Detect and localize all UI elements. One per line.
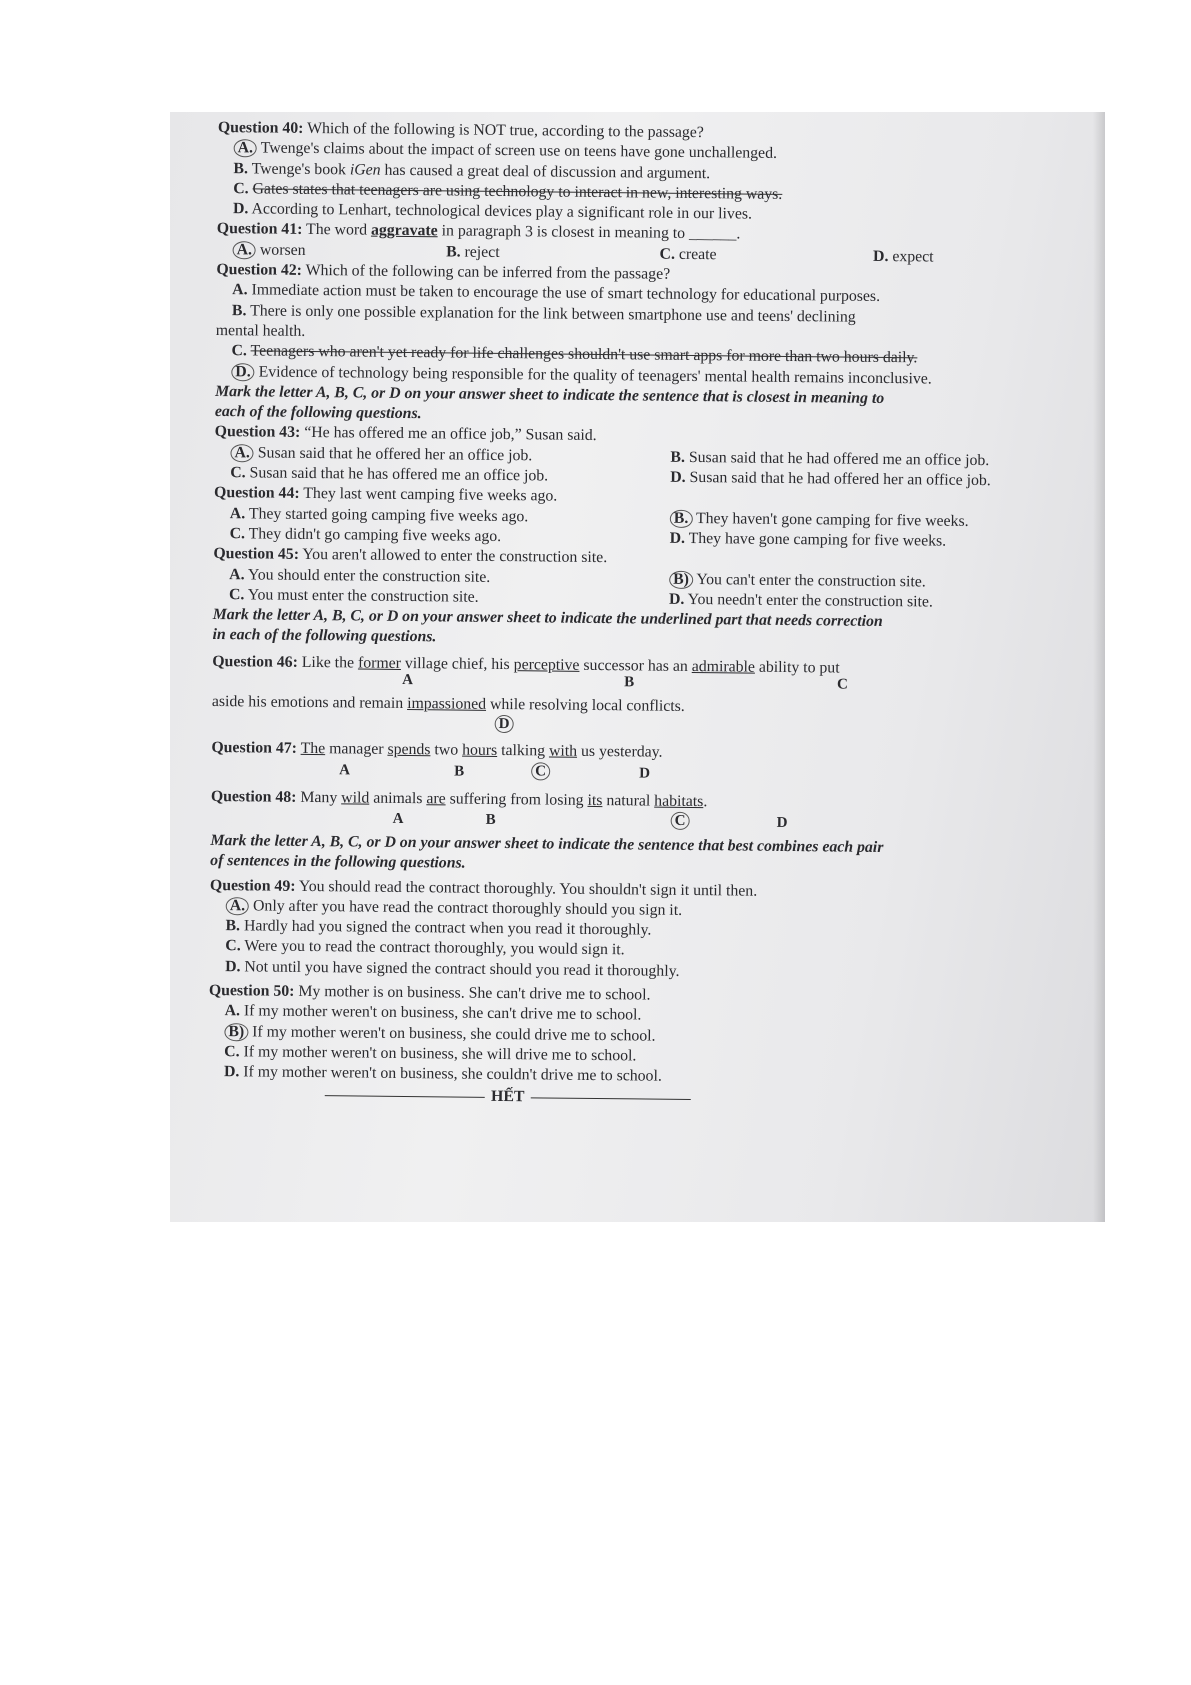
- q48-label-d: D: [776, 814, 788, 831]
- end-dash-right: [530, 1098, 690, 1101]
- q49-option-a: A. Only after you have read the contract thoroughly should you sign it.: [210, 896, 1080, 925]
- q42-option-c: C. Teenagers who aren't yet ready for life challenges shouldn't use smart apps for more than two hours daily.: [231, 342, 918, 367]
- question-46: Question 46: Like the former village chief, his perceptive successor has an admirable ability to put: [212, 652, 840, 677]
- question-49: Question 49: You should read the contract thoroughly. You shouldn't sign it until then.: [209, 876, 758, 900]
- q46-label-d: D: [495, 715, 514, 733]
- question-44: Question 44: They last went camping five weeks ago.: [213, 484, 558, 505]
- q41-option-d: D. expect: [873, 247, 934, 266]
- q44-option-d: D. They have gone camping for five weeks.: [669, 529, 947, 550]
- instruction-3-line-2: of sentences in the following questions.: [210, 852, 466, 872]
- q41-option-a: A. worsen: [233, 240, 447, 263]
- q46-line-2: aside his emotions and remain impassioned while resolving local conflicts.: [211, 692, 685, 715]
- q44-option-b: B. They haven't gone camping for five weeks.: [670, 508, 969, 531]
- q42-option-d: D. Evidence of technology being responsible for the quality of teenagers' mental health remains inconclusive.: [215, 362, 1085, 391]
- q44-option-c: C. They didn't go camping five weeks ago.: [229, 525, 502, 545]
- q45-option-a: A. You should enter the construction site.: [229, 565, 491, 586]
- exam-page-photo: [170, 112, 1105, 1222]
- instruction-1-line-1: Mark the letter A, B, C, or D on your answer sheet to indicate the sentence that is closest in meaning to: [215, 382, 885, 407]
- q46-label-b: B: [624, 674, 635, 691]
- q42-option-b-cont: mental health.: [215, 321, 306, 340]
- instruction-2-line-2: in each of the following questions.: [212, 626, 437, 646]
- q42-option-b: B. There is only one possible explanation for the link between smartphone use and teens' declining: [231, 301, 856, 326]
- q43-option-a: A. Susan said that he offered her an office job.: [230, 443, 670, 468]
- q40-option-a: A. Twenge's claims about the impact of screen use on teens have gone unchallenged.: [218, 138, 1088, 167]
- q47-label-d: D: [639, 765, 651, 782]
- photo-shadow-edge: [1093, 112, 1105, 1222]
- q45-option-d: D. You needn't enter the construction site.: [668, 590, 933, 611]
- q41-option-c: C. create: [659, 245, 717, 264]
- q50-option-d: D. If my mother weren't on business, she couldn't drive me to school.: [223, 1063, 662, 1085]
- q45-option-c: C. You must enter the construction site.: [228, 585, 479, 606]
- q46-label-a: A: [402, 671, 414, 689]
- q48-label-c: C: [671, 812, 690, 830]
- question-41: Question 41: The word aggravate in paragraph 3 is closest in meaning to ______.: [216, 220, 741, 243]
- q50-option-b: B) If my mother weren't on business, she could drive me to school.: [208, 1022, 1078, 1051]
- q49-option-b: B. Hardly had you signed the contract when you read it thoroughly.: [225, 917, 652, 939]
- q47-label-b: B: [454, 763, 465, 780]
- question-40: Question 40: Which of the following is NOT true, according to the passage?: [217, 118, 704, 142]
- q50-option-a: A. If my mother weren't on business, she can't drive me to school.: [224, 1002, 642, 1024]
- q50-option-c: C. If my mother weren't on business, she will drive me to school.: [224, 1042, 637, 1065]
- end-dash-left: [325, 1096, 485, 1099]
- question-48: Question 48: Many wild animals are suffering from losing its natural habitats.: [210, 787, 708, 810]
- q47-label-c: C: [531, 762, 550, 780]
- q46-label-c: C: [837, 676, 849, 693]
- q40-option-b: B. Twenge's book iGen has caused a great deal of discussion and argument.: [233, 159, 711, 182]
- end-marker: HẾT: [208, 1082, 808, 1111]
- question-45: Question 45: You aren't allowed to enter the construction site.: [213, 545, 608, 567]
- q41-option-b: B. reject: [446, 243, 500, 261]
- q44-option-a: A. They started going camping five weeks ago.: [229, 504, 529, 525]
- question-47: Question 47: The manager spends two hours talking with us yesterday.: [211, 739, 663, 762]
- q45-option-b: B) You can't enter the construction site.: [669, 569, 926, 592]
- instruction-1-line-2: each of the following questions.: [214, 403, 422, 423]
- instruction-3-line-1: Mark the letter A, B, C, or D on your answer sheet to indicate the sentence that best combines each pair: [210, 831, 884, 856]
- question-42: Question 42: Which of the following can be inferred from the passage?: [216, 261, 671, 283]
- q42-option-a: A. Immediate action must be taken to encourage the use of smart technology for educational purposes.: [232, 281, 881, 306]
- instruction-2-line-1: Mark the letter A, B, C, or D on your answer sheet to indicate the underlined part that needs correction: [212, 606, 883, 631]
- q43-option-b: B. Susan said that he had offered me an office job.: [670, 448, 990, 469]
- question-50: Question 50: My mother is on business. She can't drive me to school.: [208, 981, 651, 1004]
- q43-option-d: D. Susan said that he had offered her an office job.: [670, 468, 991, 490]
- q40-option-d: D. According to Lenhart, technological devices play a significant role in our lives.: [232, 200, 753, 223]
- q40-option-c: C. Gates states that teenagers are using technology to interact in new, interesting ways.: [233, 180, 783, 203]
- exam-content: [208, 118, 1088, 1114]
- question-43: Question 43: “He has offered me an office job,” Susan said.: [214, 423, 597, 445]
- q47-label-a: A: [339, 761, 351, 779]
- q49-option-c: C. Were you to read the contract thoroughly, you would sign it.: [225, 937, 625, 959]
- q43-option-c: C. Susan said that he has offered me an office job.: [230, 464, 549, 485]
- q48-label-a: A: [392, 810, 404, 827]
- q49-option-d: D. Not until you have signed the contract should you read it thoroughly.: [225, 957, 680, 980]
- q48-label-b: B: [485, 811, 496, 828]
